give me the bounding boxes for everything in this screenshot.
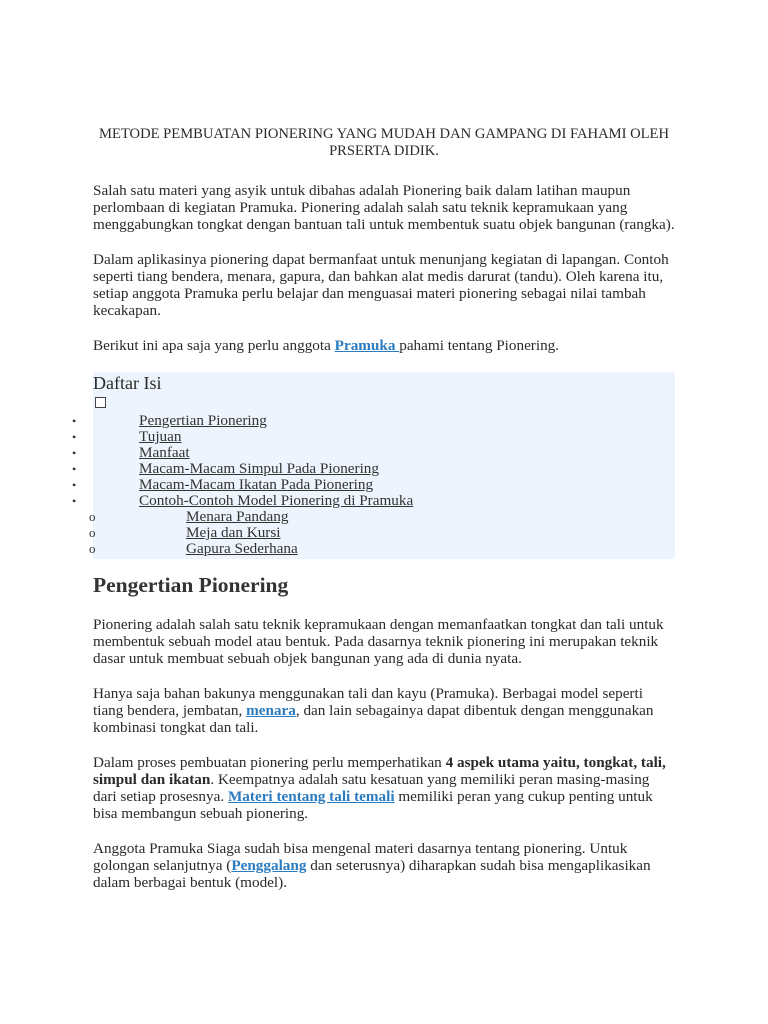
section-paragraph-1: Pionering adalah salah satu teknik kepramukaan dengan memanfaatkan tongkat dan tali untuk membentuk sebuah model atau bentuk. Pada dasarnya teknik pionering ini merupakan teknik dasar untuk membuat sebuah objek bangunan yang ada di dunia nyata. [93, 616, 664, 667]
intro-text-end: pahami tentang Pionering. [399, 337, 560, 354]
bullet-icon: • [72, 430, 77, 444]
toc-item[interactable] [72, 492, 675, 509]
toc-item-label[interactable]: Pengertian Pionering [139, 412, 267, 429]
table-of-contents [72, 372, 675, 559]
penggalang-link[interactable]: Penggalang [231, 857, 307, 874]
toc-toggle-checkbox[interactable] [95, 397, 106, 408]
section-text-end: dan seterusnya) diharapkan sudah bisa mengaplikasikan dalam berbagai bentuk (model). [93, 857, 651, 891]
section-text-end: , dan lain sebagainya dapat dibentuk dengan menggunakan kombinasi tongkat dan tali. [93, 702, 654, 736]
toc-item-label[interactable]: Tujuan [139, 428, 182, 445]
toc-item-label[interactable]: Manfaat [139, 444, 190, 461]
section-text-mid: . Keempatnya adalah satu kesatuan yang memiliki peran masing-masing dari setiap prosesnya. [93, 771, 650, 805]
toc-subitem-label[interactable]: Gapura Sederhana [186, 540, 298, 557]
section-text: Anggota Pramuka Siaga sudah bisa mengenal materi dasarnya tentang pionering. Untuk golongan selanjutnya ( [93, 840, 628, 874]
intro-paragraph-3 [93, 337, 675, 354]
toc-list [72, 412, 675, 557]
section-text-end: memiliki peran yang cukup penting untuk bisa membangun sebuah pionering. [93, 788, 653, 822]
toc-subitem[interactable] [89, 508, 675, 525]
bold-emphasis: 4 aspek utama yaitu, tongkat, tali, simpul dan ikatan [93, 754, 666, 788]
toc-subitem[interactable] [89, 540, 675, 557]
tali-temali-link[interactable]: Materi tentang tali temali [227, 788, 395, 805]
intro-text: Berikut ini apa saja yang perlu anggota [93, 337, 335, 354]
section-heading: Pengertian Pionering [93, 573, 289, 597]
toc-item[interactable] [72, 412, 675, 429]
toc-subitem-label[interactable]: Menara Pandang [186, 508, 289, 525]
bullet-icon: • [72, 494, 77, 508]
section-paragraph-3 [93, 754, 675, 822]
bullet-icon: • [72, 462, 77, 476]
section-text: Dalam proses pembuatan pionering perlu memperhatikan [93, 754, 446, 771]
toc-item[interactable] [72, 460, 675, 477]
bullet-icon: • [72, 446, 77, 460]
circle-bullet-icon: o [89, 525, 96, 540]
toc-subitem-label[interactable]: Meja dan Kursi [186, 524, 281, 541]
pramuka-link[interactable]: Pramuka [334, 337, 400, 354]
intro-paragraph-1: Salah satu materi yang asyik untuk dibahas adalah Pionering baik dalam latihan maupun perlombaan di kegiatan Pramuka. Pionering adalah salah satu teknik kepramukaan yang menggabungkan tongkat dengan bantuan tali untuk membentuk suatu objek bangunan (rangka). [93, 182, 675, 233]
section-paragraph-4 [93, 840, 675, 891]
toc-item-label[interactable]: Macam-Macam Simpul Pada Pionering [139, 460, 379, 477]
toc-subitem[interactable] [89, 524, 675, 541]
document-body [72, 126, 675, 909]
section-paragraph-2 [93, 685, 675, 736]
toc-item[interactable] [72, 476, 675, 493]
bullet-icon: • [72, 478, 77, 492]
toc-item[interactable] [72, 428, 675, 445]
bullet-icon: • [72, 414, 77, 428]
toc-item[interactable] [72, 444, 675, 461]
toc-item-label[interactable]: Macam-Macam Ikatan Pada Pionering [139, 476, 374, 493]
toc-item-label[interactable]: Contoh-Contoh Model Pionering di Pramuka [139, 492, 414, 509]
toc-title: Daftar Isi [93, 373, 162, 393]
document-title: METODE PEMBUATAN PIONERING YANG MUDAH DAN GAMPANG DI FAHAMI OLEH PRSERTA DIDIK. [98, 126, 670, 159]
circle-bullet-icon: o [89, 509, 96, 524]
intro-paragraph-2: Dalam aplikasinya pionering dapat bermanfaat untuk menunjang kegiatan di lapangan. Contoh seperti tiang bendera, menara, gapura, dan bahkan alat medis darurat (tandu). Oleh karena itu, setiap anggota Pramuka perlu belajar dan menguasai materi pionering sebagai nilai tambah kecakapan. [93, 251, 669, 319]
menara-link[interactable]: menara [246, 702, 296, 719]
circle-bullet-icon: o [89, 541, 96, 556]
section-text: Hanya saja bahan bakunya menggunakan tali dan kayu (Pramuka). Berbagai model seperti tiang bendera, jembatan, [93, 685, 643, 719]
